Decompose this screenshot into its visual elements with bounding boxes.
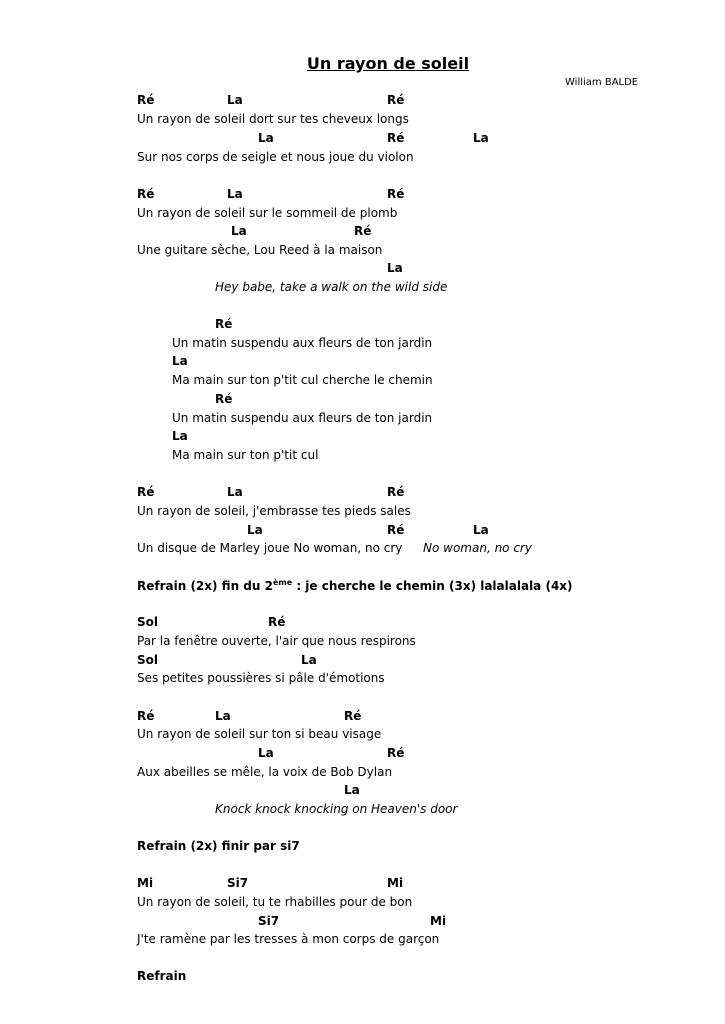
chord: La [387,261,403,275]
chord: Sol [137,653,158,667]
chord: Ré [354,224,372,238]
lyric-line: Ma main sur ton p'tit cul cherche le chemin [172,373,433,387]
chord: Ré [387,93,405,107]
lyric-line: Un disque de Marley joue No woman, no cry [137,541,403,555]
chord: La [473,523,489,537]
chord: Sol [137,615,158,629]
chord: La [344,783,360,797]
chord: La [227,93,243,107]
lyric-line: Aux abeilles se mêle, la voix de Bob Dylan [137,765,393,779]
lyric-line: J'te ramène par les tresses à mon corps de garçon [137,932,440,946]
chord: Ré [215,392,233,406]
song-title: Un rayon de soleil [306,54,470,73]
chord: Ré [137,485,155,499]
chord: Ré [268,615,286,629]
chord: Ré [344,709,362,723]
lyric-line: Un rayon de soleil, j'embrasse tes pieds sales [137,504,411,518]
chord: Ré [137,187,155,201]
chord: Ré [387,187,405,201]
refrain-instruction: Refrain (2x) finir par si7 [137,839,300,853]
chord: Ré [387,131,405,145]
chord: La [172,429,188,443]
lyric-line: Un rayon de soleil sur ton si beau visage [137,727,382,741]
chord: Ré [387,523,405,537]
lyric-line: Sur nos corps de seigle et nous joue du violon [137,150,414,164]
author: William BALDE [565,77,639,88]
chord: La [231,224,247,238]
chord: Mi [387,876,404,890]
chord: Si7 [258,914,280,928]
chord: La [227,485,243,499]
lyric-line: Ses petites poussières si pâle d'émotions [137,671,385,685]
chord: La [172,354,188,368]
lyric-line: Un rayon de soleil, tu te rhabilles pour de bon [137,895,413,909]
chord: La [258,746,274,760]
lyric-line: Par la fenêtre ouverte, l'air que nous respirons [137,634,416,648]
refrain-instruction: Refrain (2x) fin du 2ème : je cherche le chemin (3x) lalalalala (4x) [137,578,573,593]
chord: La [258,131,274,145]
lyric-line: Un rayon de soleil dort sur tes cheveux longs [137,112,409,126]
lyric-line: Ma main sur ton p'tit cul [172,448,319,462]
lyric-line: Un rayon de soleil sur le sommeil de plomb [137,206,398,220]
chord: Ré [387,746,405,760]
chord: La [227,187,243,201]
lyric-line: Hey babe, take a walk on the wild side [215,280,448,294]
chord: Ré [215,317,233,331]
chord: La [473,131,489,145]
chord: La [301,653,317,667]
lyric-line: No woman, no cry [423,541,532,555]
chord: Si7 [227,876,249,890]
chord: Ré [387,485,405,499]
refrain-instruction: Refrain [137,969,187,983]
lyric-line: Un matin suspendu aux fleurs de ton jardin [172,411,433,425]
chord: La [247,523,263,537]
lyric-line: Une guitare sèche, Lou Reed à la maison [137,243,383,257]
chord: Ré [137,709,155,723]
chord: La [215,709,231,723]
chord: Mi [430,914,447,928]
chord: Mi [137,876,154,890]
lyric-line: Un matin suspendu aux fleurs de ton jardin [172,336,433,350]
chord: Ré [137,93,155,107]
lyric-line: Knock knock knocking on Heaven's door [215,802,458,816]
